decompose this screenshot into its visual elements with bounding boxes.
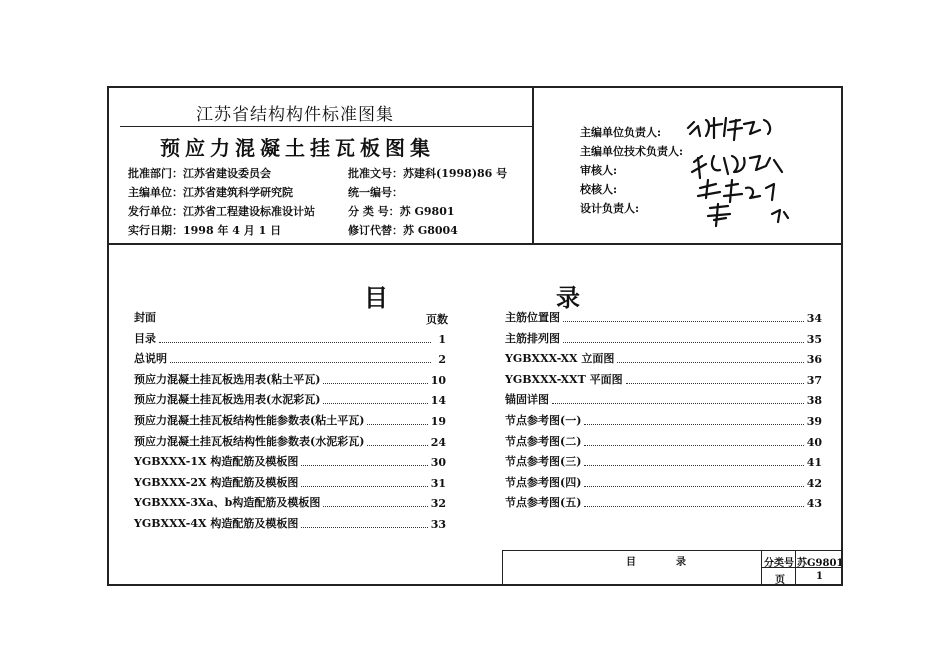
effective-date: 实行日期：1998 年 4 月 1 日: [128, 224, 282, 237]
toc-leader-dots: [563, 341, 804, 343]
toc-entry: [134, 453, 446, 469]
toc-entry: [134, 391, 446, 407]
toc-entry-page: 34: [806, 312, 822, 325]
toc-entry-label: YGBXXX-XXT 平面图: [505, 372, 623, 386]
toc-entry-label: YGBXXX-2X 构造配筋及模板图: [134, 475, 299, 489]
toc-leader-dots: [563, 320, 804, 322]
replaces-number: 修订代替：苏 G8004: [348, 224, 458, 237]
toc-page-header: 页数: [426, 313, 448, 326]
toc-leader-dots: [584, 485, 803, 487]
sig-reviewer: 审核人:: [580, 164, 618, 177]
toc-entry-label: 主筋排列图: [505, 331, 560, 345]
titleblock-page-label: 页: [775, 575, 785, 586]
toc-entry: [505, 330, 822, 346]
sig-chief-editor: 主编单位负责人:: [580, 126, 662, 139]
toc-entry: [134, 494, 446, 510]
toc-leader-dots: [367, 423, 427, 425]
class-number: 分 类 号：苏 G9801: [348, 205, 455, 218]
sig-designer: 设计负责人:: [580, 202, 640, 215]
titleblock-left: [502, 550, 503, 586]
toc-entry-label: YGBXXX-4X 构造配筋及模板图: [134, 517, 299, 530]
toc-entry-page: 36: [806, 353, 822, 367]
toc-entry: [134, 309, 446, 325]
toc-leader-dots: [301, 485, 427, 487]
titleblock-page-value: 1: [816, 571, 823, 582]
header-title-line1: 江苏省结构构件标准图集: [196, 105, 394, 125]
toc-entry: [134, 371, 446, 387]
toc-entry-page: 41: [806, 456, 822, 470]
toc-entry-page: 43: [806, 497, 822, 511]
toc-leader-dots: [584, 505, 803, 507]
toc-entry: [505, 309, 822, 325]
toc-entry: [505, 350, 822, 366]
toc-leader-dots: [323, 505, 427, 507]
sig-checker: 校核人:: [580, 183, 618, 196]
toc-entry: [134, 330, 446, 346]
toc-entry: [505, 433, 822, 449]
toc-leader-dots: [584, 423, 803, 425]
toc-entry-label: 预应力混凝土挂瓦板选用表(粘土平瓦): [134, 372, 321, 386]
approve-dept: 批准部门：江苏省建设委员会: [128, 167, 271, 180]
header-vertical-divider: [532, 86, 534, 244]
approve-number: 批准文号：苏建科(1998)86 号: [348, 167, 508, 180]
toc-leader-dots: [170, 361, 431, 363]
toc-entry-label: 封面: [134, 311, 156, 324]
toc-entry: [134, 412, 446, 428]
toc-entry: [134, 474, 446, 490]
toc-entry-label: 预应力混凝土挂瓦板选用表(水泥彩瓦): [134, 393, 321, 407]
titleblock-sep2: [795, 550, 796, 586]
toc-entry-page: 14: [430, 394, 446, 408]
toc-entry-label: YGBXXX-XX 立面图: [505, 352, 615, 366]
toc-entry-label: 节点参考图(五): [505, 496, 582, 510]
toc-leader-dots: [301, 526, 427, 528]
toc-leader-dots: [584, 444, 803, 446]
titleblock-name-right: 录: [676, 557, 686, 568]
toc-entry: [505, 412, 822, 428]
toc-entry-label: 预应力混凝土挂瓦板结构性能参数表(水泥彩瓦): [134, 434, 365, 448]
toc-entry-page: 42: [806, 476, 822, 490]
toc-entry-label: 节点参考图(四): [505, 475, 582, 489]
toc-entry-page: 35: [806, 332, 822, 346]
toc-heading-left: 目: [364, 283, 388, 312]
title-divider: [120, 126, 532, 127]
toc-entry-label: YGBXXX-3Xa、b构造配筋及模板图: [134, 496, 321, 510]
toc-leader-dots: [626, 382, 804, 384]
toc-entry-label: YGBXXX-1X 构造配筋及模板图: [134, 455, 299, 469]
sig-chief-tech: 主编单位技术负责人:: [580, 145, 684, 158]
toc-entry: [505, 494, 822, 510]
issue-unit: 发行单位：江苏省工程建设标准设计站: [128, 205, 315, 218]
toc-entry-page: 33: [430, 518, 446, 531]
toc-entry-label: 总说明: [134, 352, 167, 366]
toc-entry: [134, 515, 446, 531]
toc-leader-dots: [323, 382, 427, 384]
titleblock-sep1: [761, 550, 762, 586]
toc-entry-page: 39: [806, 415, 822, 428]
toc-entry: [134, 433, 446, 449]
titleblock-name-left: 目: [626, 557, 636, 568]
titleblock-class-value: 苏G9801: [797, 558, 844, 569]
toc-entry: [505, 371, 822, 387]
toc-leader-dots: [584, 464, 803, 466]
toc-entry-page: 30: [430, 456, 446, 470]
toc-entry: [134, 350, 446, 366]
titleblock-top: [502, 550, 843, 551]
toc-entry-label: 节点参考图(三): [505, 455, 582, 469]
toc-leader-dots: [301, 464, 427, 466]
toc-entry-page: 24: [430, 435, 446, 449]
toc-entry-label: 锚固详图: [505, 393, 549, 407]
unified-number: 统一编号：: [348, 186, 403, 199]
editor-unit: 主编单位：江苏省建筑科学研究院: [128, 186, 293, 199]
handwritten-signatures: [680, 100, 830, 230]
toc-entry-label: 主筋位置图: [505, 311, 560, 324]
toc-leader-dots: [617, 361, 803, 363]
toc-entry-label: 预应力混凝土挂瓦板结构性能参数表(粘土平瓦): [134, 414, 365, 427]
toc-entry: [505, 474, 822, 490]
header-title-line2: 预应力混凝土挂瓦板图集: [160, 136, 435, 160]
toc-entry-label: 目录: [134, 331, 156, 345]
toc-entry-page: 19: [430, 415, 446, 428]
toc-leader-dots: [552, 402, 804, 404]
toc-entry-page: 37: [806, 373, 822, 387]
toc-leader-dots: [159, 341, 431, 343]
toc-entry-page: 10: [430, 373, 446, 387]
toc-entry-page: 40: [806, 435, 822, 449]
toc-leader-dots: [323, 402, 427, 404]
toc-entry: [505, 391, 822, 407]
toc-entry-page: 1: [438, 332, 446, 346]
toc-entry-page: 31: [430, 476, 446, 490]
toc-entry-page: 38: [806, 394, 822, 408]
toc-entry-label: 节点参考图(一): [505, 414, 582, 427]
toc-heading-right: 录: [556, 283, 580, 312]
toc-leader-dots: [367, 444, 427, 446]
titleblock-class-label: 分类号: [764, 558, 794, 569]
toc-entry-label: 节点参考图(二): [505, 434, 582, 448]
header-divider: [107, 243, 843, 245]
toc-entry-page: 32: [430, 497, 446, 511]
toc-entry: [505, 453, 822, 469]
toc-entry-page: 2: [438, 353, 446, 367]
